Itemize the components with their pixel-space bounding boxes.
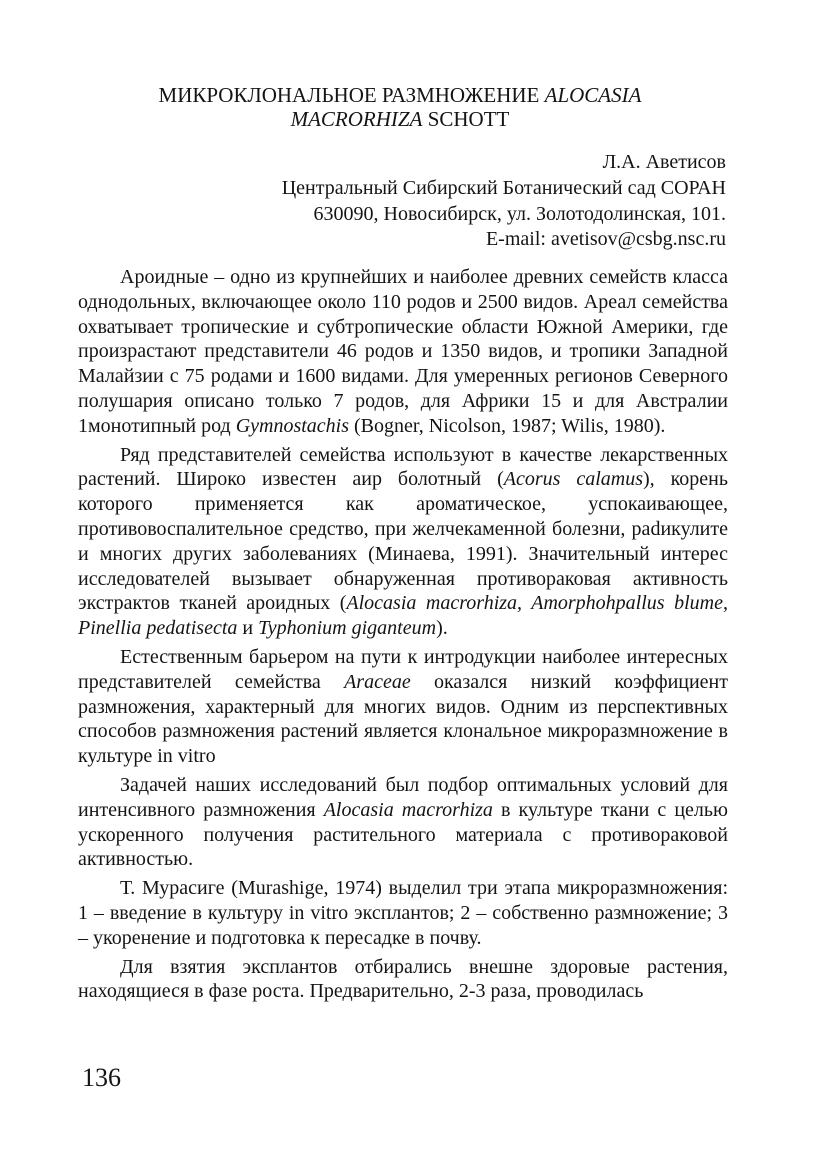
title-genus: ALOCASIA	[544, 83, 642, 107]
article-title-line-1	[100, 82, 700, 108]
paragraph-text: Для взятия эксплантов отбирались внешне здоровые растения, находящиеся в фазе роста. Предварительно, 2-3 раза, проводилась	[78, 955, 728, 1003]
title-text: МИКРОКЛОНАЛЬНОЕ РАЗМНОЖЕНИЕ	[158, 83, 545, 107]
paragraph-text: Естественным барьером на пути к интродукции наиболее интересных представителей семейства	[78, 645, 728, 693]
paragraph-text: ).	[436, 617, 448, 640]
paragraph-1	[78, 265, 728, 439]
taxon-name: Alocasia macrorhiza	[323, 798, 493, 821]
taxon-name: Gymnostachis	[235, 414, 350, 437]
paragraph-4	[78, 773, 728, 872]
paragraph-text: Т. Мурасиге (Murashige, 1974) выделил три этапа микроразмножения: 1 – введение в культуру in vitro эксплантов; 2 – собственно размножение; 3 – укоренение и подготовка к пересадке в почву.	[78, 877, 728, 949]
taxon-name: Acorus calamus	[503, 468, 643, 491]
paragraph-6	[78, 955, 728, 1005]
paragraph-text: и	[237, 617, 259, 640]
paragraph-5	[78, 876, 728, 950]
paragraph-text: Ароидные – одно из крупнейших и наиболее древних семейств класса однодольных, включающее около 110 родов и 2500 видов. Ареал семейства охватывает тропические и субтропические области Южной Америки, где произрастают представители 46 родов и 1350 видов, и тропики Западной Малайзии с 75 родами и 1600 видами. Для умеренных регионов Северного полушария описано только 7 родов, для Африки 15 и для Австралии 1монотипный род	[78, 266, 728, 437]
paragraph-text: оказался низкий коэффициент размножения, характерный для многих видов. Одним из перспективных способов размножения растений является клональное микроразмножение в культуре in vitro	[78, 670, 729, 768]
postal-address: 630090, Новосибирск, ул. Золотодолинская, 101.	[313, 203, 726, 225]
paragraph-text: Задачей наших исследований был подбор оптимальных условий для интенсивного размножения	[78, 773, 728, 821]
paragraph-2	[78, 443, 728, 641]
paragraph-text: ), корень которого применяется как ароматическое, успокаивающее, противовоспалительное средство, при желчекаменной болезни, раdикулите и многих других заболеваниях (Минаева, 1991). Значительный интерес исследователей вызывает обнаруженная противораковая активность экстрактов тканей ароидных (	[78, 468, 729, 615]
taxon-name: Typhonium giganteum	[258, 617, 437, 640]
email-address: E-mail: avetisov@csbg.nsc.ru	[485, 228, 726, 250]
paragraph-text: Ряд представителей семейства используют в качестве лекарственных растений. Широко известен аир болотный (	[78, 443, 728, 491]
taxon-name: Alocasia macrorhiza, Amorphohpallus blume, Pinellia pedatisecta	[78, 592, 728, 640]
page-number: 136	[82, 1063, 121, 1092]
title-species: MACRORHIZA	[290, 107, 423, 131]
institution: Центральный Сибирский Ботанический сад СОРАН	[281, 177, 726, 199]
title-authority: SCHOTT	[422, 107, 510, 131]
author-name: Л.А. Аветисов	[602, 151, 726, 173]
paragraph-text: (Bogner, Nicolson, 1987; Wilis, 1980).	[349, 414, 666, 437]
article-body	[78, 265, 728, 1004]
paragraph-3	[78, 645, 728, 769]
article-title-line-2	[100, 106, 700, 132]
taxon-name: Araceae	[344, 670, 411, 693]
paragraph-text: в культуре ткани с целью ускоренного получения растительного материала с противораковой активностью.	[78, 798, 728, 871]
